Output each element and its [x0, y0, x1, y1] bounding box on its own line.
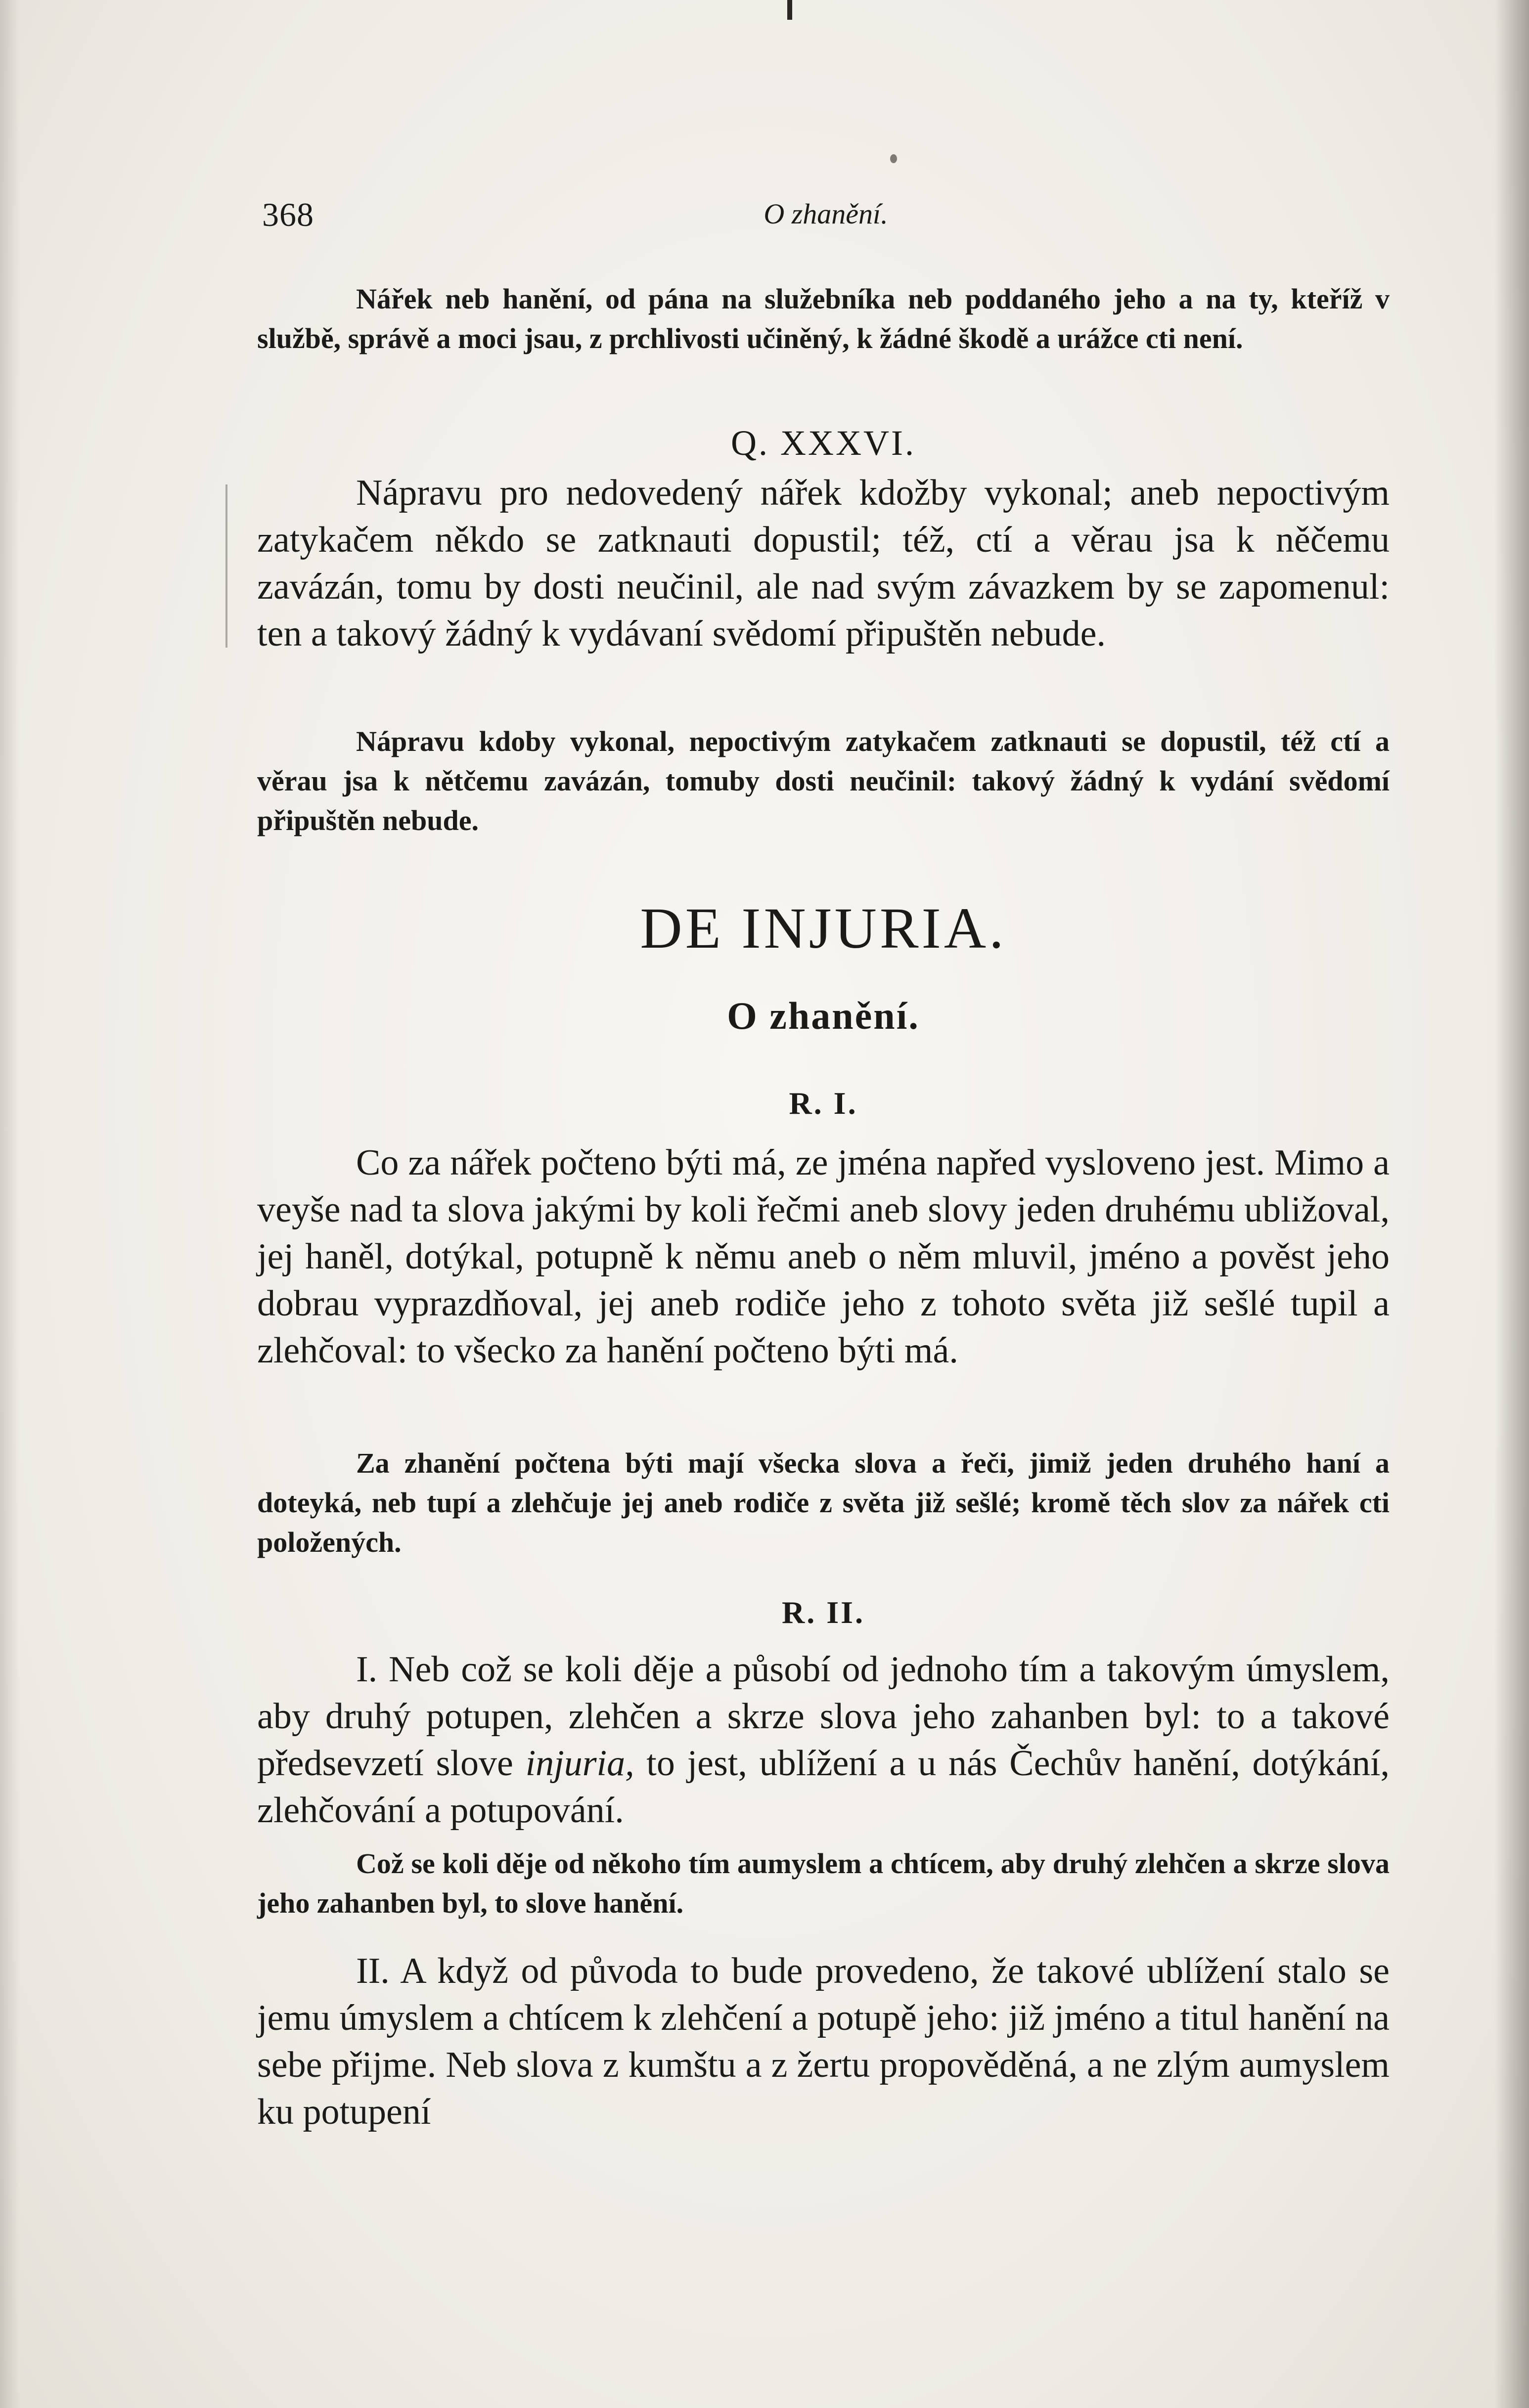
page-shadow-right [1494, 0, 1529, 2408]
text-run: to jest, ublížení a u nás Čechův hanění, dotýkání, zlehčování a potupování. [257, 1743, 1390, 1831]
chapter-subtitle: O zhanění. [727, 994, 920, 1037]
page-header [262, 195, 1390, 240]
article-paragraph: Nápravu pro nedovedený nářek kdožby vykonal; aneb nepoctivým zatykačem někdo se zatknauti dopustil; též, ctí a věrau jsa k něčemu zavázán, tomu by dosti neučinil, ale nad svým závazkem by se zapomenul: ten a takový žádný k vydávaní svědomí připuštěn nebude. [257, 473, 1390, 654]
note-paragraph: Nářek neb hanění, od pána na služebníka neb poddaného jeho a na ty, kteříž v službě, správě a moci jsau, z prchlivosti učiněný, k žádné škodě a urážce cti není. [257, 283, 1390, 354]
margin-line [225, 484, 227, 648]
section-heading: Q. XXXVI. [731, 423, 916, 463]
article-paragraph [257, 1646, 1390, 1834]
scan-speck [890, 154, 897, 163]
page-shadow-left [0, 0, 20, 2408]
article-paragraph: Co za nářek počteno býti má, ze jména napřed vysloveno jest. Mimo a veyše nad ta slova jakými by koli řečmi aneb slovy jeden druhému ubližoval, jej haněl, dotýkal, potupně k němu aneb o něm mluvil, jméno a pověst jeho dobrau vyprazdňoval, jej aneb rodiče jeho z tohoto světa již sešlé tupil a zlehčoval: to všecko za hanění počteno býti má. [257, 1142, 1390, 1371]
rule-heading: R. I. [789, 1086, 858, 1121]
page-number: 368 [262, 196, 314, 233]
note-paragraph: Což se koli děje od někoho tím aumyslem a chtícem, aby druhý zlehčen a skrze slova jeho zahanben byl, to slove hanění. [257, 1847, 1390, 1919]
latin-term: injuria, [525, 1743, 634, 1784]
note-paragraph: Za zhanění počtena býti mají všecka slova a řeči, jimiž jeden druhého haní a doteyká, neb tupí a zlehčuje jej aneb rodiče z světa již sešlé; kromě těch slov za nářek cti položených. [257, 1447, 1390, 1558]
rule-heading: R. II. [781, 1595, 865, 1630]
chapter-title: DE INJURIA. [640, 896, 1007, 961]
running-title: O zhanění. [764, 198, 888, 230]
scan-mark-top [787, 0, 792, 20]
text-run: I. Neb což se koli děje a působí od jednoho tím a takovým úmyslem, aby druhý potupen, zlehčen a skrze slova jeho zahanben byl: to a takové předsevzetí slove [257, 1649, 1390, 1784]
article-paragraph: II. A když od původa to bude provedeno, že takové ublížení stalo se jemu úmyslem a chtícem k zlehčení a potupě jeho: již jméno a titul hanění na sebe přijme. Neb slova z kumštu a z žertu propověděná, a ne zlým aumyslem ku potupení [257, 1951, 1390, 2132]
note-paragraph: Nápravu kdoby vykonal, nepoctivým zatykačem zatknauti se dopustil, též ctí a věrau jsa k nětčemu zavázán, tomuby dosti neučinil: takový žádný k vydání svědomí připuštěn nebude. [257, 725, 1390, 836]
